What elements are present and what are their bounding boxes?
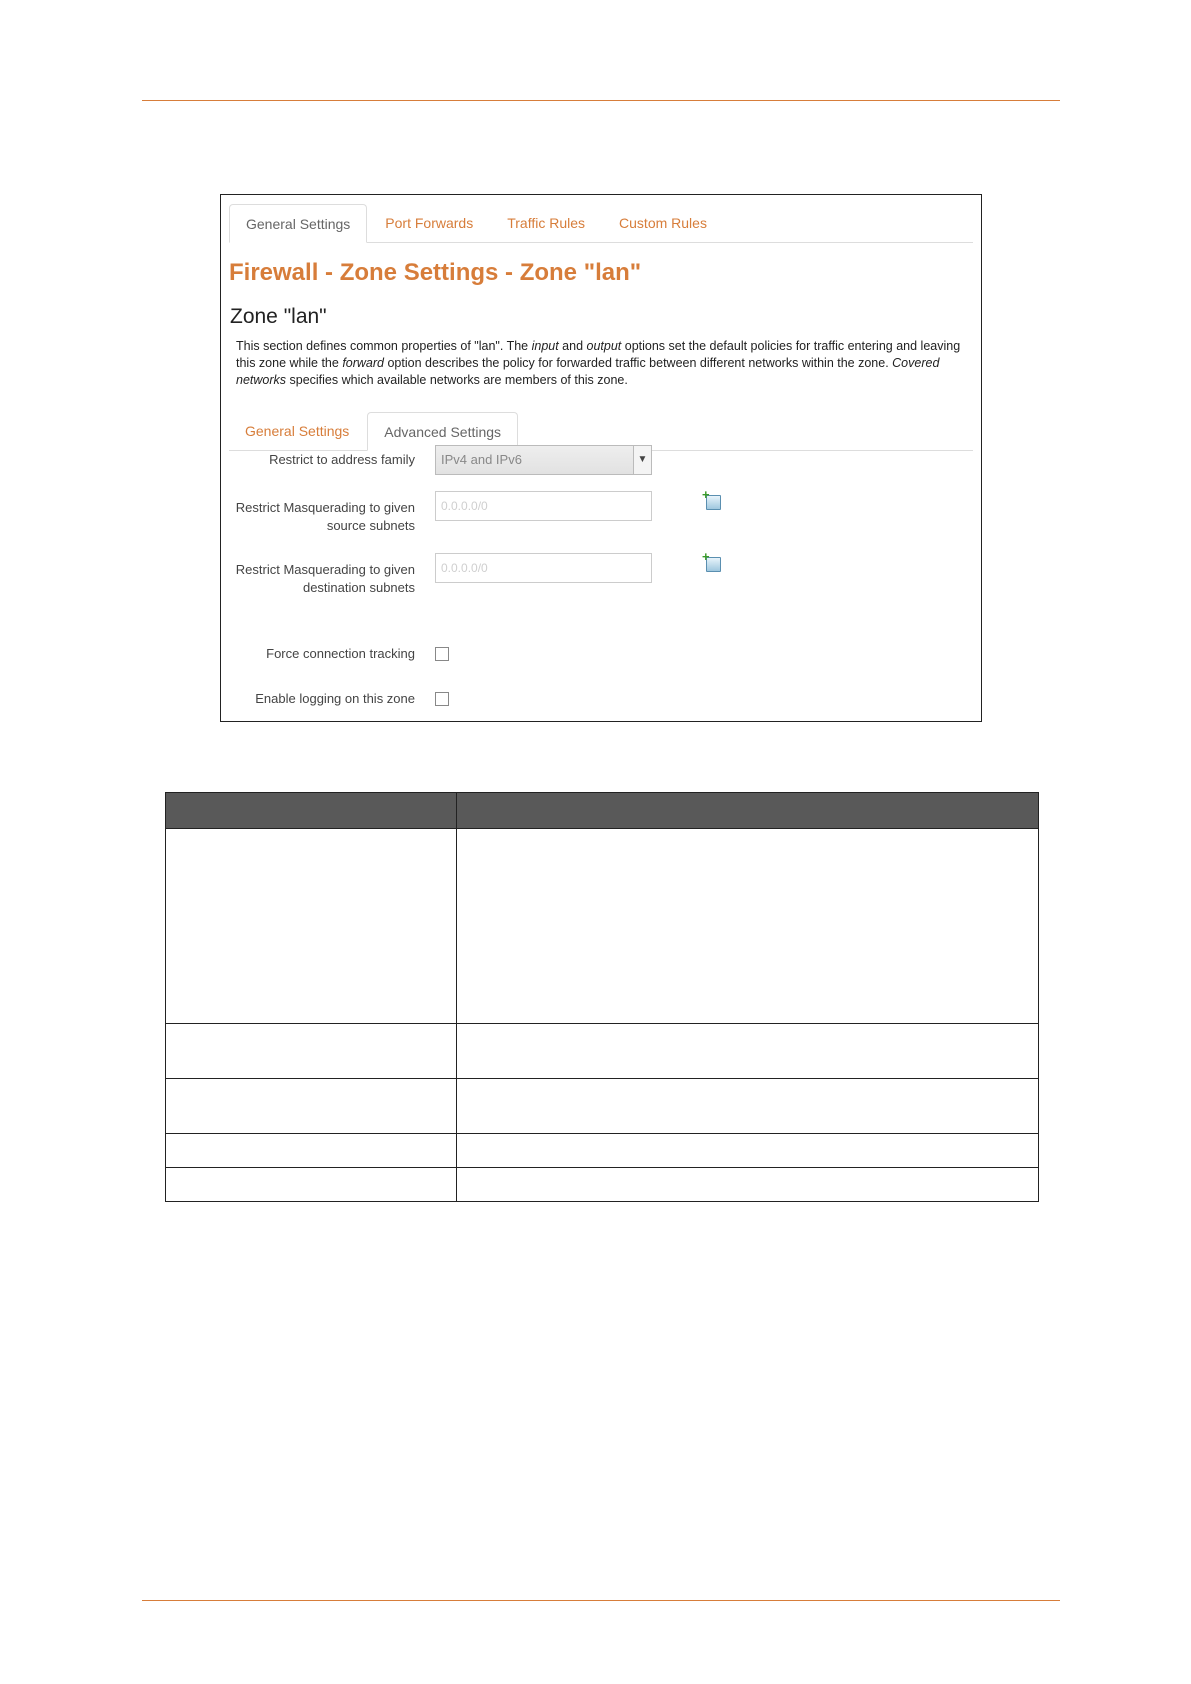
masq-dest-label-line2: destination subnets [302,580,415,595]
table-row [166,829,1039,1024]
table-cell [166,829,457,1024]
table-cell [456,1168,1038,1202]
table-cell [456,1079,1038,1134]
table-cell [166,1079,457,1134]
main-tabs [229,203,973,243]
desc-text: This section defines common properties of "lan". The [236,339,532,353]
conntrack-label: Force connection tracking [266,646,415,661]
desc-text: option describes the policy for forwarded traffic between different networks within the zone. [384,356,893,370]
masq-dest-input[interactable] [435,553,652,583]
masq-dest-label-line1: Restrict Masquerading to given [235,562,415,577]
table-header-cell [166,793,457,829]
settings-table [165,792,1039,1202]
masq-dest-label [221,561,415,597]
subtab-general-settings[interactable]: General Settings [245,423,350,439]
zone-description [236,338,976,389]
chevron-down-icon: ▼ [633,446,651,474]
masq-src-label-line1: Restrict Masquerading to given [235,500,415,515]
tab-traffic-rules[interactable]: Traffic Rules [507,215,586,231]
table-cell [456,1134,1038,1168]
page-title: Firewall - Zone Settings - Zone "lan" [229,259,642,286]
zone-heading: Zone "lan" [230,305,327,328]
table-cell [166,1134,457,1168]
tab-port-forwards[interactable]: Port Forwards [385,215,474,231]
table-cell [456,829,1038,1024]
masq-src-input[interactable] [435,491,652,521]
desc-em-covered-networks: Covered networks [236,356,940,387]
footer-rule [142,1600,1060,1601]
masq-src-label-line2: source subnets [326,518,415,533]
conntrack-checkbox[interactable] [435,647,449,661]
desc-em-output: output [586,339,622,353]
logging-checkbox[interactable] [435,692,449,706]
address-family-value: IPv4 and IPv6 [441,452,522,467]
header-rule [142,100,1060,101]
logging-label: Enable logging on this zone [255,691,415,706]
table-cell [166,1024,457,1079]
table-row [166,1024,1039,1079]
address-family-select[interactable] [435,445,652,475]
table-cell [166,1168,457,1202]
desc-text: specifies which available networks are members of this zone. [286,373,628,387]
desc-text: and [558,339,587,353]
table-header-cell [456,793,1038,829]
desc-text: options set the default policies for traffic entering and leaving this zone while the [236,339,961,370]
subtab-advanced-settings[interactable]: Advanced Settings [367,412,518,451]
desc-em-forward: forward [342,356,384,370]
masq-src-label [221,499,415,535]
desc-em-input: input [531,339,559,353]
tab-custom-rules[interactable]: Custom Rules [619,215,707,231]
table-row [166,1079,1039,1134]
table-row [166,1168,1039,1202]
add-entry-icon[interactable] [706,495,721,510]
table-cell [456,1024,1038,1079]
firewall-zone-screenshot [220,194,982,722]
add-entry-icon[interactable] [706,557,721,572]
table-row [166,1134,1039,1168]
address-family-label: Restrict to address family [269,452,415,467]
tab-general-settings[interactable]: General Settings [229,204,367,243]
table-header-row [166,793,1039,829]
